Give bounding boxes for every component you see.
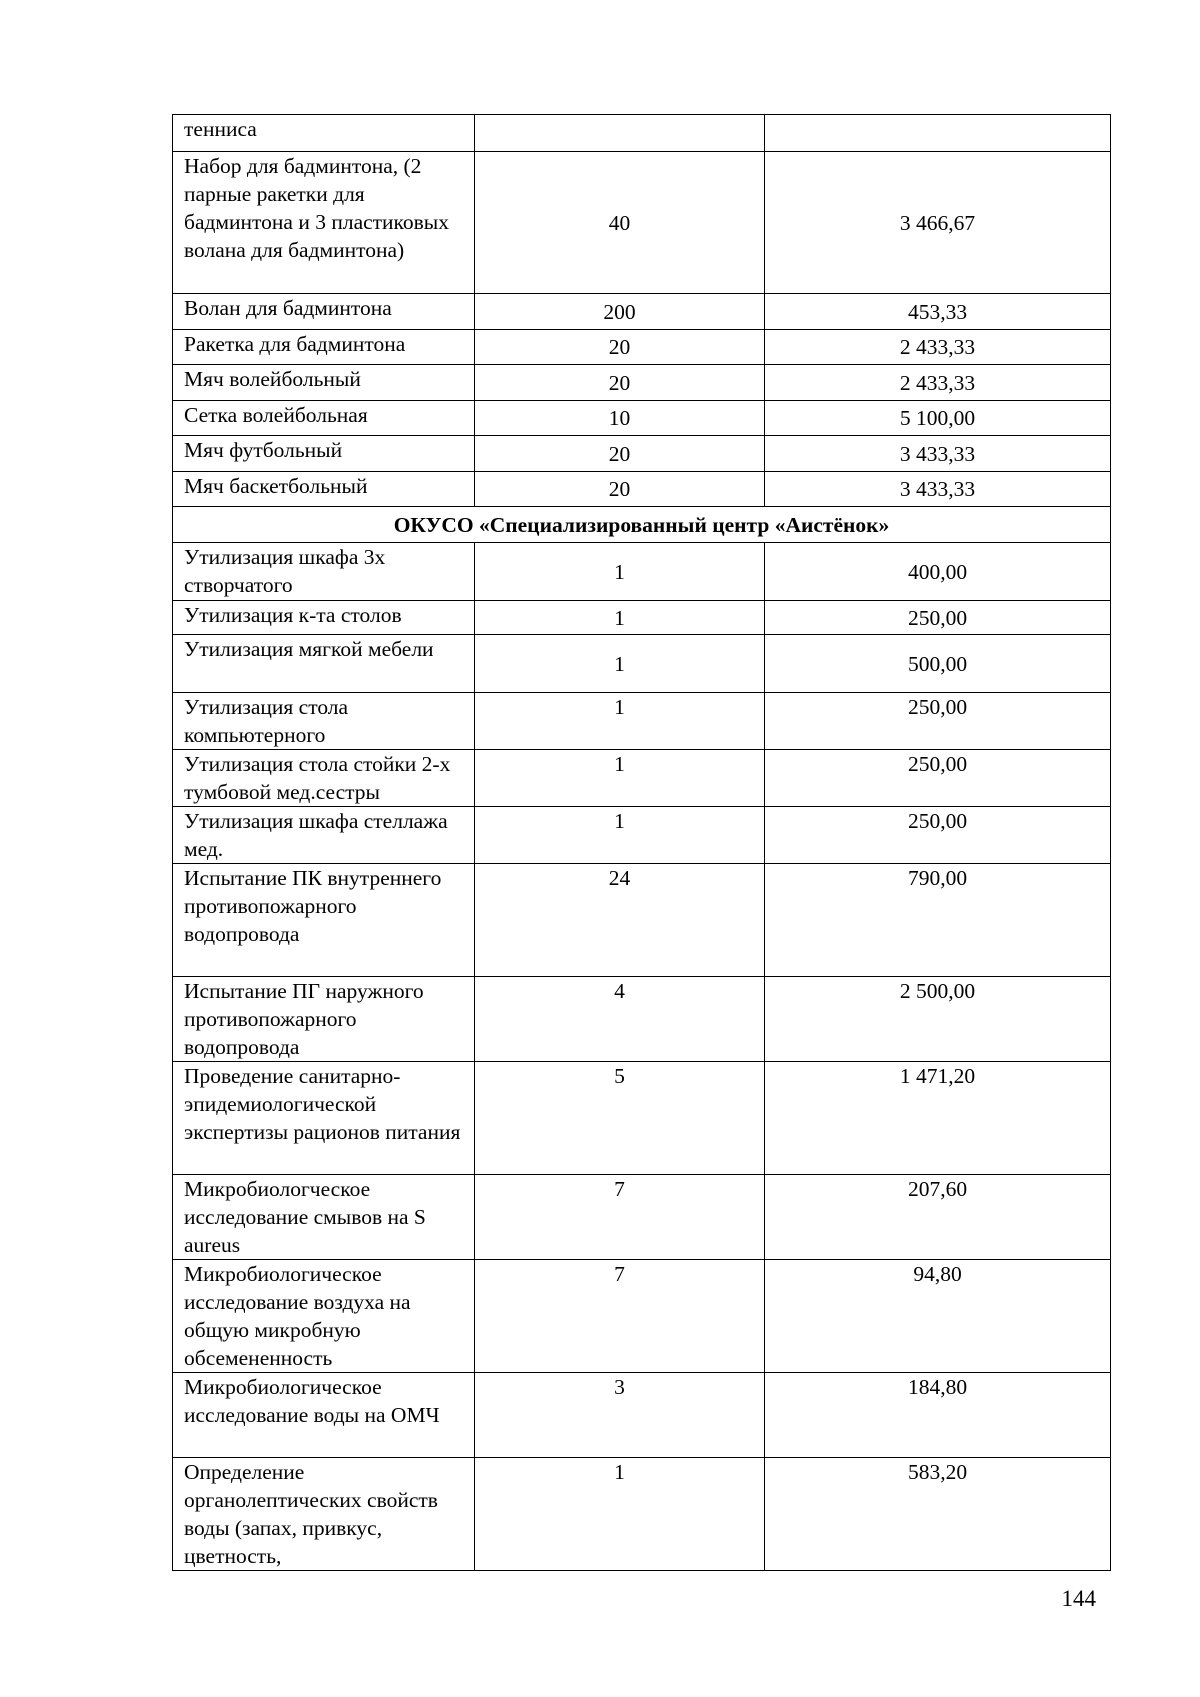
item-quantity: 20 xyxy=(475,365,765,401)
item-price: 5 100,00 xyxy=(765,401,1111,436)
table-row xyxy=(173,543,1111,601)
item-price: 3 466,67 xyxy=(765,152,1111,294)
item-quantity: 3 xyxy=(475,1373,765,1458)
item-name: Мяч волейбольный xyxy=(173,365,475,401)
table-row xyxy=(173,436,1111,472)
item-price: 2 433,33 xyxy=(765,330,1111,365)
item-name: Набор для бадминтона, (2 парные ракетки для бадминтона и 3 пластиковых волана для бадминтона) xyxy=(173,152,475,294)
table-row xyxy=(173,115,1111,152)
table-row xyxy=(173,807,1111,864)
table-row xyxy=(173,601,1111,635)
item-quantity: 20 xyxy=(475,436,765,472)
item-price: 790,00 xyxy=(765,864,1111,977)
section-row xyxy=(173,507,1111,543)
item-name: Испытание ПК внутреннего противопожарного водопровода xyxy=(173,864,475,977)
item-name: Ракетка для бадминтона xyxy=(173,330,475,365)
item-quantity: 20 xyxy=(475,472,765,507)
item-quantity: 1 xyxy=(475,1458,765,1571)
table-row xyxy=(173,294,1111,330)
item-price: 250,00 xyxy=(765,693,1111,750)
item-price: 2 433,33 xyxy=(765,365,1111,401)
item-name: Мяч футбольный xyxy=(173,436,475,472)
items-table xyxy=(172,114,1111,1571)
table-row xyxy=(173,330,1111,365)
item-price: 1 471,20 xyxy=(765,1062,1111,1175)
item-name: Волан для бадминтона xyxy=(173,294,475,330)
item-name: Утилизация стола компьютерного xyxy=(173,693,475,750)
item-quantity: 20 xyxy=(475,330,765,365)
item-quantity: 1 xyxy=(475,635,765,693)
item-name: Утилизация стола стойки 2-х тумбовой мед.сестры xyxy=(173,750,475,807)
item-name: Мяч баскетбольный xyxy=(173,472,475,507)
item-price: 3 433,33 xyxy=(765,436,1111,472)
table-row xyxy=(173,1062,1111,1175)
item-quantity: 40 xyxy=(475,152,765,294)
item-name: Утилизация мягкой мебели xyxy=(173,635,475,693)
item-name: Микробиологческое исследование смывов на S aureus xyxy=(173,1175,475,1260)
item-price: 94,80 xyxy=(765,1260,1111,1373)
item-quantity: 1 xyxy=(475,543,765,601)
table-row xyxy=(173,977,1111,1062)
item-quantity: 1 xyxy=(475,693,765,750)
item-quantity: 1 xyxy=(475,750,765,807)
table-row xyxy=(173,152,1111,294)
item-quantity xyxy=(475,115,765,152)
item-name: Микробиологическое исследование воды на ОМЧ xyxy=(173,1373,475,1458)
item-name: тенниса xyxy=(173,115,475,152)
item-name: Утилизация шкафа 3х створчатого xyxy=(173,543,475,601)
item-price: 583,20 xyxy=(765,1458,1111,1571)
item-quantity: 7 xyxy=(475,1260,765,1373)
item-name: Микробиологическое исследование воздуха на общую микробную обсемененность xyxy=(173,1260,475,1373)
table-row xyxy=(173,864,1111,977)
item-price: 453,33 xyxy=(765,294,1111,330)
table-row xyxy=(173,750,1111,807)
item-quantity: 1 xyxy=(475,601,765,635)
item-price: 500,00 xyxy=(765,635,1111,693)
table-row xyxy=(173,1260,1111,1373)
item-name: Определение органолептических свойств воды (запах, привкус, цветность, xyxy=(173,1458,475,1571)
item-price: 2 500,00 xyxy=(765,977,1111,1062)
item-price: 400,00 xyxy=(765,543,1111,601)
item-quantity: 4 xyxy=(475,977,765,1062)
item-price: 250,00 xyxy=(765,807,1111,864)
table-row xyxy=(173,472,1111,507)
table-row xyxy=(173,401,1111,436)
item-name: Утилизация шкафа стеллажа мед. xyxy=(173,807,475,864)
item-quantity: 1 xyxy=(475,807,765,864)
item-quantity: 24 xyxy=(475,864,765,977)
item-quantity: 200 xyxy=(475,294,765,330)
item-price: 184,80 xyxy=(765,1373,1111,1458)
table-row xyxy=(173,1175,1111,1260)
table-row xyxy=(173,635,1111,693)
item-name: Утилизация к-та столов xyxy=(173,601,475,635)
item-quantity: 10 xyxy=(475,401,765,436)
item-name: Сетка волейбольная xyxy=(173,401,475,436)
table-row xyxy=(173,693,1111,750)
item-price: 250,00 xyxy=(765,601,1111,635)
table-row xyxy=(173,365,1111,401)
table-row xyxy=(173,1458,1111,1571)
item-name: Испытание ПГ наружного противопожарного водопровода xyxy=(173,977,475,1062)
section-title: ОКУСО «Специализированный центр «Аистёнок» xyxy=(173,507,1111,543)
item-price xyxy=(765,115,1111,152)
item-name: Проведение санитарно-эпидемиологической экспертизы рационов питания xyxy=(173,1062,475,1175)
item-price: 3 433,33 xyxy=(765,472,1111,507)
item-quantity: 5 xyxy=(475,1062,765,1175)
page-number: 144 xyxy=(1061,1586,1096,1611)
item-quantity: 7 xyxy=(475,1175,765,1260)
item-price: 207,60 xyxy=(765,1175,1111,1260)
table-row xyxy=(173,1373,1111,1458)
item-price: 250,00 xyxy=(765,750,1111,807)
